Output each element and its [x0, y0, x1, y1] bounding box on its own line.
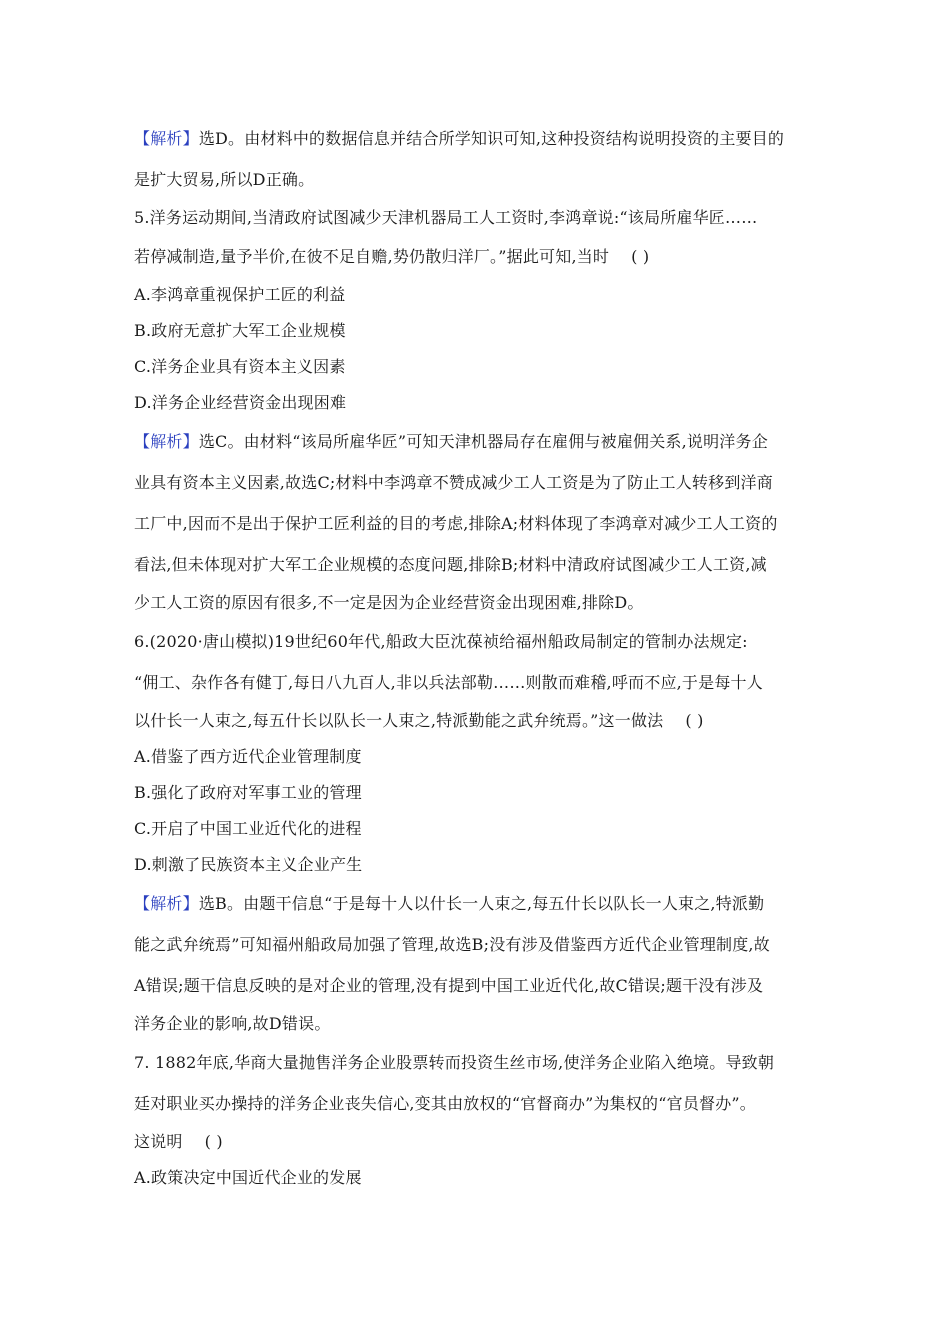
q6-analysis-line-4: 洋务企业的影响,故D错误。 — [134, 1014, 331, 1033]
q6-option-a: A.借鉴了西方近代企业管理制度 — [134, 747, 362, 766]
q5-analysis-line-1: 【解析】选C。由材料“该局所雇华匠”可知天津机器局存在雇佣与被雇佣关系,说明洋务企 — [134, 432, 768, 451]
answer-blank: ( ) — [631, 247, 650, 266]
q5-option-d: D.洋务企业经营资金出现困难 — [134, 393, 347, 412]
q6-stem-line-3: 以什长一人束之,每五什长以队长一人束之,特派勤能之武弁统焉。”这一做法 ( ) — [134, 703, 824, 739]
analysis-tag: 【解析】 — [134, 129, 199, 148]
q6-option-b: B.强化了政府对军事工业的管理 — [134, 783, 362, 802]
q6-stem-line-2: “佣工、杂作各有健丁,每日八九百人,非以兵法部勒……则散而难稽,呼而不应,于是每十人 — [134, 673, 763, 692]
q5-analysis-line-4: 看法,但未体现对扩大军工企业规模的态度问题,排除B;材料中清政府试图减少工人工资,减 — [134, 555, 767, 574]
answer-blank: ( ) — [204, 1132, 223, 1151]
q6-analysis-line-3: A错误;题干信息反映的是对企业的管理,没有提到中国工业近代化,故C错误;题干没有涉及 — [134, 976, 764, 995]
q6-analysis-line-1: 【解析】选B。由题干信息“于是每十人以什长一人束之,每五什长以队长一人束之,特派勤 — [134, 894, 765, 913]
q5-analysis-line-2: 业具有资本主义因素,故选C;材料中李鸿章不赞成减少工人工资是为了防止工人转移到洋商 — [134, 473, 773, 492]
q6-option-d: D.刺激了民族资本主义企业产生 — [134, 855, 363, 874]
q5-stem-line-1: 5.洋务运动期间,当清政府试图减少天津机器局工人工资时,李鸿章说:“该局所雇华匠…… — [134, 208, 758, 227]
q5-option-b: B.政府无意扩大军工企业规模 — [134, 321, 346, 340]
document-page — [134, 118, 824, 1196]
q5-analysis-line-5: 少工人工资的原因有很多,不一定是因为企业经营资金出现困难,排除D。 — [134, 593, 644, 612]
answer-blank: ( ) — [685, 711, 704, 730]
q5-option-a: A.李鸿章重视保护工匠的利益 — [134, 285, 346, 304]
q7-stem-line-2: 廷对职业买办操持的洋务企业丧失信心,变其由放权的“官督商办”为集权的“官员督办”。 — [134, 1094, 757, 1113]
analysis-tag: 【解析】 — [134, 894, 199, 913]
analysis-tag: 【解析】 — [134, 432, 199, 451]
q5-analysis-line-3: 工厂中,因而不是出于保护工匠利益的目的考虑,排除A;材料体现了李鸿章对减少工人工资的 — [134, 514, 778, 533]
q4-analysis-line-1: 【解析】选D。由材料中的数据信息并结合所学知识可知,这种投资结构说明投资的主要目的 — [134, 129, 785, 148]
q6-analysis-line-2: 能之武弁统焉”可知福州船政局加强了管理,故选B;没有涉及借鉴西方近代企业管理制度,故 — [134, 935, 770, 954]
q5-option-c: C.洋务企业具有资本主义因素 — [134, 357, 346, 376]
q6-option-c: C.开启了中国工业近代化的进程 — [134, 819, 362, 838]
q7-stem-line-3: 这说明 ( ) — [134, 1124, 824, 1160]
q4-analysis-line-2: 是扩大贸易,所以D正确。 — [134, 170, 315, 189]
q6-stem-line-1: 6.(2020·唐山模拟)19世纪60年代,船政大臣沈葆祯给福州船政局制定的管制办法规定: — [134, 632, 748, 651]
q7-stem-line-1: 7. 1882年底,华商大量抛售洋务企业股票转而投资生丝市场,使洋务企业陷入绝境。导致朝 — [134, 1053, 775, 1072]
q5-stem-line-2: 若停减制造,量予半价,在彼不足自赡,势仍散归洋厂。”据此可知,当时 ( ) — [134, 236, 824, 277]
q7-option-a: A.政策决定中国近代企业的发展 — [134, 1168, 362, 1187]
